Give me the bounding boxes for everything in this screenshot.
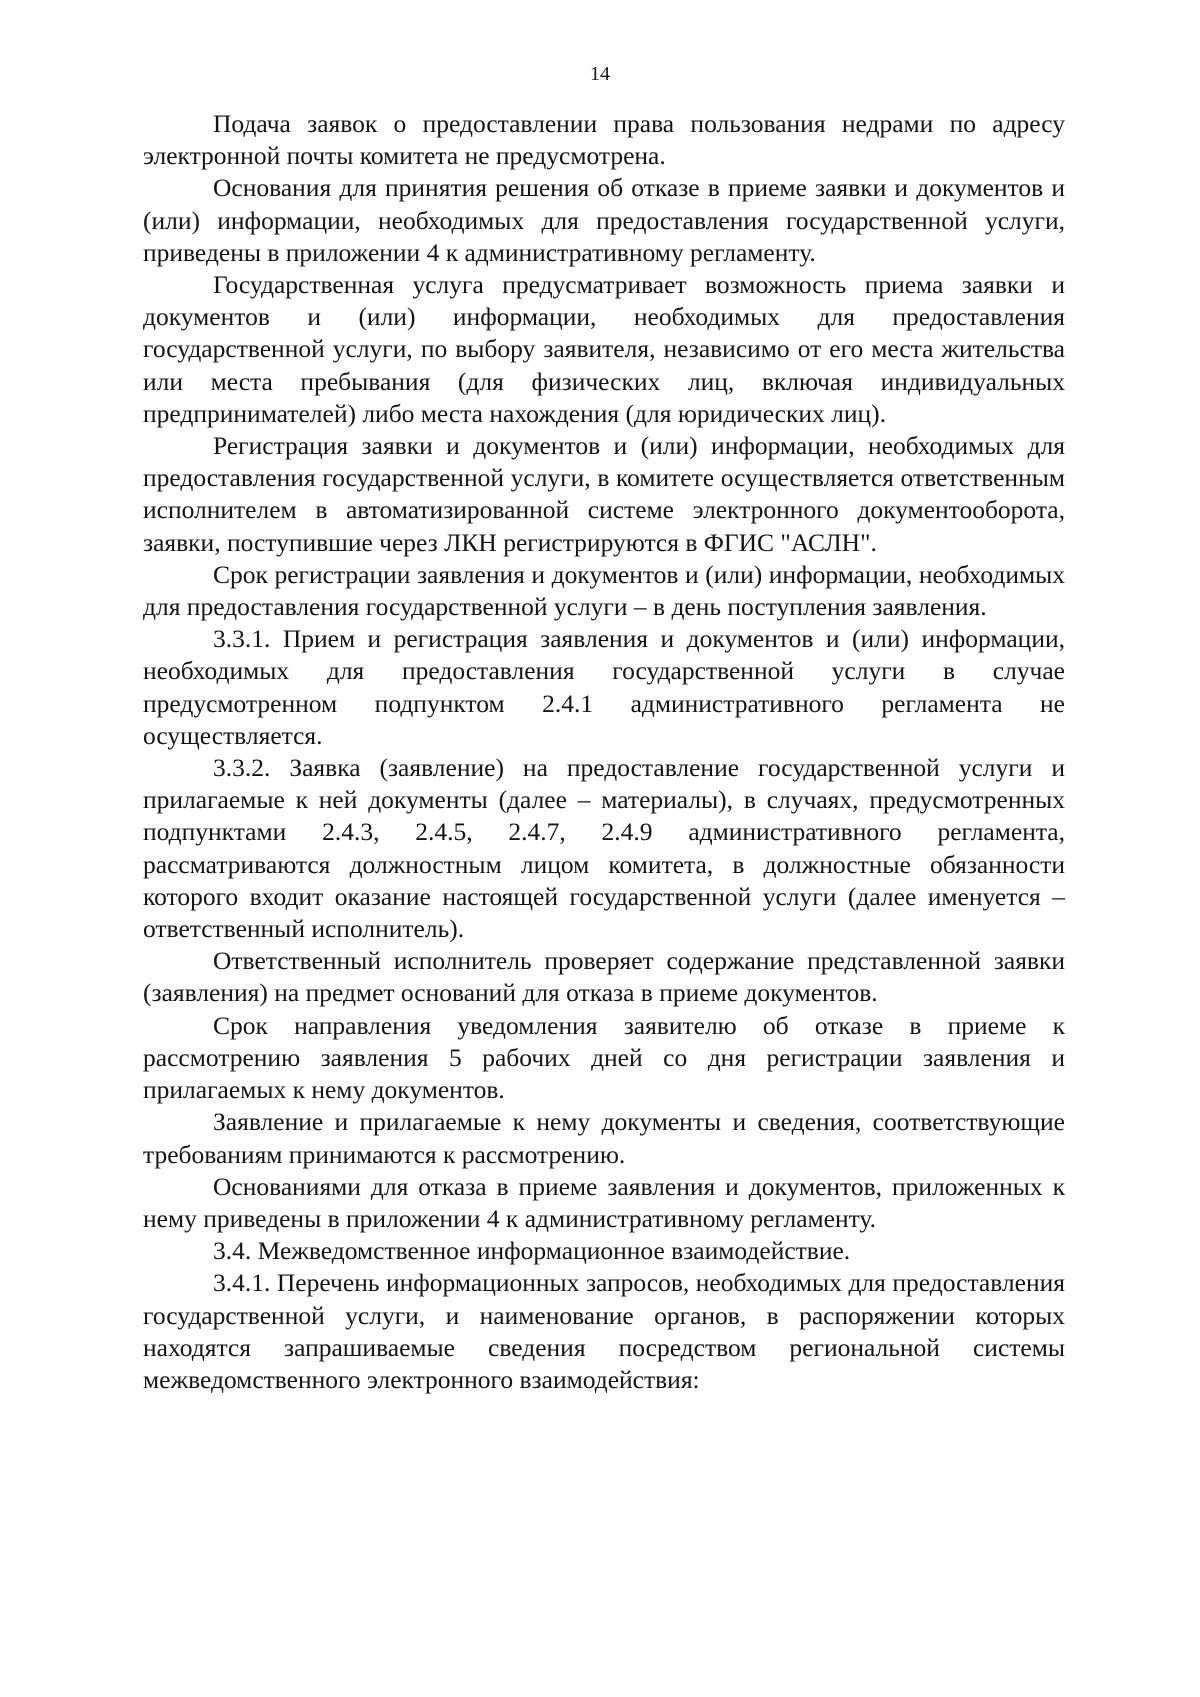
paragraph-email-submission: Подача заявок о предоставлении права пользования недрами по адресу электронной почты комитета не предусмотрена. [143, 109, 1065, 171]
paragraph-registration-term: Срок регистрации заявления и документов и (или) информации, необходимых для предоставления государственной услуги – в день поступления заявления. [143, 559, 1065, 622]
paragraph-refusal-grounds: Основания для принятия решения об отказе в приеме заявки и документов и (или) информации, необходимых для предоставления государственной услуги, приведены в приложении 4 к административному регламенту. [143, 173, 1065, 267]
paragraph-executor-check: Ответственный исполнитель проверяет содержание представленной заявки (заявления) на предмет оснований для отказа в приеме документов. [143, 946, 1065, 1008]
paragraph-refusal-reasons: Основаниями для отказа в приеме заявления и документов, приложенных к нему приведены в приложении 4 к административному регламенту. [143, 1171, 1065, 1233]
page-number: 14 [590, 63, 610, 85]
paragraph-3-4-1: 3.4.1. Перечень информационных запросов, необходимых для предоставления государственной услуги, и наименование органов, в распоряжении которых находятся запрашиваемые сведения посредством региональной системы межведомственного электронного взаимодействия: [143, 1268, 1065, 1394]
paragraph-extraterritorial-acceptance: Государственная услуга предусматривает возможность приема заявки и документов и (или) информации, необходимых для предоставления государственной услуги, по выбору заявителя, независимо от его места жительства или места пребывания (для физических лиц, включая индивидуальных предпринимателей) либо места нахождения (для юридических лиц). [143, 270, 1065, 428]
paragraph-notification-term: Срок направления уведомления заявителю об отказе в приеме к рассмотрению заявления 5 рабочих дней со дня регистрации заявления и прилагаемых к нему документов. [143, 1010, 1065, 1105]
paragraph-registration: Регистрация заявки и документов и (или) информации, необходимых для предоставления государственной услуги, в комитете осуществляется ответственным исполнителем в автоматизированной системе электронного документооборота, заявки, поступившие через ЛКН регистрируются в ФГИС "АСЛН". [143, 431, 1065, 557]
paragraph-3-4: 3.4. Межведомственное информационное взаимодействие. [213, 1236, 851, 1266]
document-body [143, 108, 1065, 1396]
paragraph-acceptance: Заявление и прилагаемые к нему документы и сведения, соответствующие требованиям принимаются к рассмотрению. [143, 1107, 1065, 1169]
paragraph-3-3-2: 3.3.2. Заявка (заявление) на предоставление государственной услуги и прилагаемые к ней документы (далее – материалы), в случаях, предусмотренных подпунктами 2.4.3, 2.4.5, 2.4.7, 2.4.9 административного регламента, рассматриваются должностным лицом комитета, в должностные обязанности которого входит оказание настоящей государственной услуги (далее именуется – ответственный исполнитель). [143, 753, 1065, 944]
paragraph-3-3-1: 3.3.1. Прием и регистрация заявления и документов и (или) информации, необходимых для предоставления государственной услуги в случае предусмотренном подпунктом 2.4.1 административного регламента не осуществляется. [143, 624, 1065, 750]
